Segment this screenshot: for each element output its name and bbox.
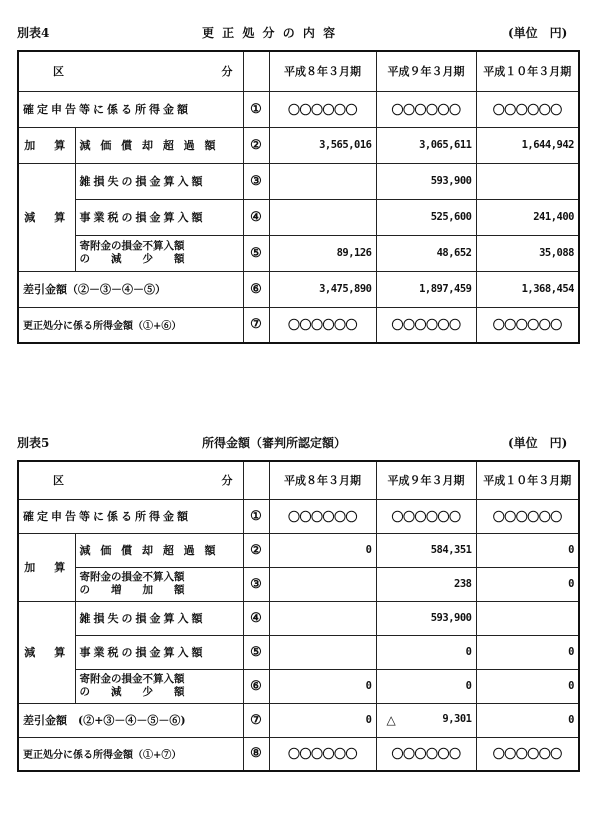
table-row (18, 307, 579, 343)
row-label: 減 価 償 却 超 過 額 (75, 127, 243, 163)
table-row (18, 271, 579, 307)
table1-title: 更 正 処 分 の 内 容 (202, 26, 338, 40)
row-mark: ③ (243, 567, 269, 601)
category-header (18, 51, 243, 91)
table-row (18, 235, 579, 271)
cell-value: 3,065,611 (376, 127, 476, 163)
cell-value: 〇〇〇〇〇〇 (376, 499, 476, 533)
row-label (75, 567, 243, 601)
cell-value: 〇〇〇〇〇〇 (376, 737, 476, 771)
cell-value: 〇〇〇〇〇〇 (269, 307, 376, 343)
mark-header (243, 461, 269, 499)
row-label-line: の 減 少 額 (79, 686, 185, 698)
row-mark: ⑥ (243, 669, 269, 703)
period-header: 平成９年３月期 (376, 51, 476, 91)
row-label-line: 寄附金の損金不算入額 (79, 571, 185, 583)
cell-value-negative (376, 703, 476, 737)
cell-value: 0 (269, 669, 376, 703)
group-label: 減 算 (18, 601, 75, 703)
row-label (75, 235, 243, 271)
table-row (18, 533, 579, 567)
row-mark: ④ (243, 601, 269, 635)
cell-value: 0 (376, 635, 476, 669)
row-label: 更正処分に係る所得金額（①+⑦） (18, 737, 243, 771)
row-mark: ⑦ (243, 307, 269, 343)
cell-value: 0 (269, 703, 376, 737)
row-label (75, 669, 243, 703)
cell-value: 3,475,890 (269, 271, 376, 307)
row-label: 差引金額（②－③－④－⑤） (18, 271, 243, 307)
cell-value: 241,400 (476, 199, 579, 235)
cell-value: 0 (376, 669, 476, 703)
cell-value (269, 601, 376, 635)
table-row (18, 635, 579, 669)
group-label: 加 算 (18, 533, 75, 601)
row-mark: ⑧ (243, 737, 269, 771)
table1-label: 別表4 (17, 26, 50, 40)
category-header (18, 461, 243, 499)
cell-value: 1,897,459 (376, 271, 476, 307)
cell-value: 3,565,016 (269, 127, 376, 163)
table1-unit: (単位 円) (508, 26, 568, 40)
table1 (17, 50, 580, 344)
cell-value: 593,900 (376, 163, 476, 199)
row-mark: ③ (243, 163, 269, 199)
table-row (18, 669, 579, 703)
cell-value: 〇〇〇〇〇〇 (476, 307, 579, 343)
row-mark: ② (243, 127, 269, 163)
period-header: 平成１０年３月期 (476, 51, 579, 91)
table-row (18, 163, 579, 199)
row-label: 確定申告等に係る所得金額 (18, 91, 243, 127)
row-label-line: の 減 少 額 (79, 253, 185, 265)
table-header-row (18, 51, 579, 91)
header-bun: 分 (221, 474, 233, 488)
group-label: 加 算 (18, 127, 75, 163)
cell-value: 1,644,942 (476, 127, 579, 163)
row-label-line: の 増 加 額 (79, 584, 185, 596)
row-label: 確定申告等に係る所得金額 (18, 499, 243, 533)
cell-value: 35,088 (476, 235, 579, 271)
table2-title: 所得金額（審判所認定額） (202, 436, 347, 450)
row-label-line: 寄附金の損金不算入額 (79, 673, 185, 685)
table-row (18, 737, 579, 771)
cell-value: 0 (476, 533, 579, 567)
table-row (18, 567, 579, 601)
cell-value: 〇〇〇〇〇〇 (269, 737, 376, 771)
cell-value: 0 (269, 533, 376, 567)
cell-value: 〇〇〇〇〇〇 (476, 91, 579, 127)
cell-value (269, 635, 376, 669)
cell-value: 1,368,454 (476, 271, 579, 307)
table-row (18, 499, 579, 533)
group-label: 減 算 (18, 163, 75, 271)
row-mark: ① (243, 91, 269, 127)
cell-value (269, 163, 376, 199)
period-header: 平成９年３月期 (376, 461, 476, 499)
cell-value: 〇〇〇〇〇〇 (376, 91, 476, 127)
cell-value: 0 (476, 635, 579, 669)
header-ku: 区 (53, 65, 64, 79)
cell-value: 593,900 (376, 601, 476, 635)
cell-value: 〇〇〇〇〇〇 (476, 499, 579, 533)
cell-value (476, 601, 579, 635)
table2-label: 別表5 (17, 436, 50, 450)
cell-value: 9,301 (442, 713, 472, 725)
table-row (18, 91, 579, 127)
cell-value: 〇〇〇〇〇〇 (476, 737, 579, 771)
table-row (18, 601, 579, 635)
header-ku: 区 (53, 474, 64, 488)
period-header: 平成８年３月期 (269, 51, 376, 91)
row-mark: ⑥ (243, 271, 269, 307)
table2 (17, 460, 580, 772)
cell-value (269, 567, 376, 601)
mark-header (243, 51, 269, 91)
row-mark: ⑤ (243, 235, 269, 271)
cell-value (476, 163, 579, 199)
cell-value (269, 199, 376, 235)
triangle-minus-icon: △ (386, 713, 396, 727)
cell-value: 0 (476, 567, 579, 601)
cell-value: 238 (376, 567, 476, 601)
period-header: 平成８年３月期 (269, 461, 376, 499)
row-label: 減 価 償 却 超 過 額 (75, 533, 243, 567)
table-header-row (18, 461, 579, 499)
period-header: 平成１０年３月期 (476, 461, 579, 499)
row-label-line: 寄附金の損金不算入額 (79, 240, 185, 252)
row-mark: ② (243, 533, 269, 567)
row-label: 雑損失の損金算入額 (75, 163, 243, 199)
table-row (18, 127, 579, 163)
cell-value: 〇〇〇〇〇〇 (269, 91, 376, 127)
row-label: 差引金額 (②+③－④－⑤－⑥) (18, 703, 243, 737)
cell-value: 48,652 (376, 235, 476, 271)
cell-value: 〇〇〇〇〇〇 (376, 307, 476, 343)
row-mark: ⑦ (243, 703, 269, 737)
cell-value: 0 (476, 669, 579, 703)
header-bun: 分 (221, 65, 233, 79)
cell-value: 89,126 (269, 235, 376, 271)
table-row (18, 199, 579, 235)
row-mark: ④ (243, 199, 269, 235)
cell-value: 0 (476, 703, 579, 737)
row-mark: ① (243, 499, 269, 533)
cell-value: 〇〇〇〇〇〇 (269, 499, 376, 533)
table2-unit: (単位 円) (508, 436, 568, 450)
table-row (18, 703, 579, 737)
row-label: 雑損失の損金算入額 (75, 601, 243, 635)
cell-value: 525,600 (376, 199, 476, 235)
cell-value: 584,351 (376, 533, 476, 567)
row-label: 更正処分に係る所得金額（①+⑥） (18, 307, 243, 343)
row-mark: ⑤ (243, 635, 269, 669)
row-label: 事業税の損金算入額 (75, 199, 243, 235)
row-label: 事業税の損金算入額 (75, 635, 243, 669)
